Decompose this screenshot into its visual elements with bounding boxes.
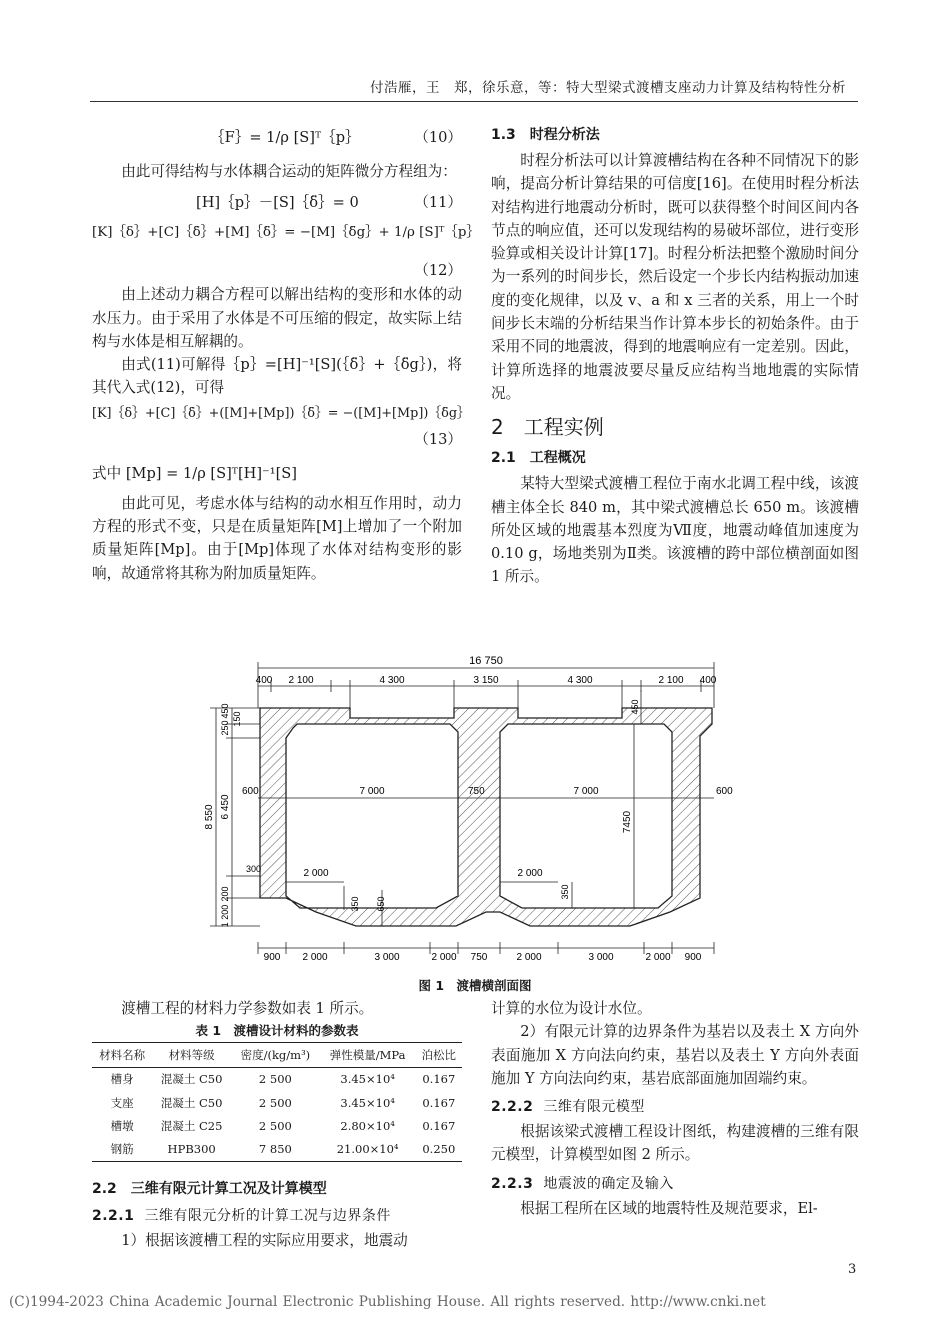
dim-left-3: 6 450 — [220, 794, 231, 820]
dim-bottom-1: 900 — [263, 952, 281, 963]
page-number: 3 — [848, 1262, 857, 1277]
table-cell: 0.167 — [422, 1095, 456, 1110]
equation-10-number: （10） — [414, 129, 462, 146]
copyright-footer: (C)1994-2023 China Academic Journal Electronic Publishing House. All rights reserved. http://www.cnki.net — [9, 1294, 766, 1310]
equation-13-body: [K]｛δ｝+[C]｛δ̇｝+([M]+[Mp])｛δ̈｝= −([M]+[Mp])｛δ̈g｝ — [92, 405, 470, 421]
left-column — [92, 126, 480, 585]
dim-650: 650 — [376, 896, 386, 912]
paragraph: 根据该梁式渡槽工程设计图纸，构建渡槽的三维有限元模型，计算模型如图 2 所示。 — [491, 1123, 859, 1164]
equation-12 — [92, 221, 480, 249]
dim-inner-left: 7 000 — [359, 786, 385, 797]
section-2-heading: 2 工程实例 — [491, 415, 604, 440]
section-number: 2.2.1 — [92, 1208, 135, 1225]
paragraph: 2）有限元计算的边界条件为基岩以及表土 X 方向外表面施加 X 方向法向约束，基岩以及表土 Y 方向外表面施加 Y 方向法向约束，基岩底部面施加固端约束。 — [491, 1023, 859, 1087]
table-cell: 0.167 — [422, 1072, 456, 1087]
dim-fillet-left: 2 000 — [303, 868, 329, 879]
equation-13-number: （13） — [414, 430, 462, 448]
table-cell: 混凝土 C50 — [160, 1095, 223, 1110]
dim-bottom-4: 2 000 — [431, 952, 457, 963]
table-cell: 钢筋 — [92, 1138, 152, 1162]
cross-section-figure — [200, 650, 760, 970]
dim-350-right: 350 — [560, 884, 570, 900]
running-header: 付浩雁，王 郑，徐乐意，等：特大型梁式渡槽支座动力计算及结构特性分析 — [370, 80, 846, 96]
dim-bottom-3: 3 000 — [374, 952, 400, 963]
dim-top-7: 400 — [699, 675, 717, 686]
paragraph: 由式(11)可解得｛p｝=[H]⁻¹[S](｛δ̈｝+｛δ̈g｝)，将其代入式(12)，可得 — [92, 356, 462, 397]
equation-11-body: [H]｛p｝－[S]｛δ̈｝= 0 — [196, 194, 359, 212]
table-row — [92, 1092, 462, 1115]
table-cell: 0.250 — [416, 1138, 462, 1162]
section-title: 三维有限元分析的计算工况与边界条件 — [144, 1208, 391, 1225]
dim-left-4: 300 — [246, 864, 262, 874]
table-row — [92, 1068, 462, 1092]
equation-11 — [92, 191, 462, 217]
dim-left-5: 200 — [220, 886, 230, 902]
equation-11-number: （11） — [414, 194, 462, 212]
equation-mp-body: 式中 [Mp] = 1/ρ [S]ᵀ[H]⁻¹[S] — [92, 464, 297, 482]
table-header-cell: 泊松比 — [416, 1043, 462, 1068]
table-cell: 支座 — [110, 1095, 134, 1110]
dim-bottom-6: 2 000 — [516, 952, 542, 963]
equation-12-number: （12） — [414, 262, 462, 280]
table-cell: 0.167 — [422, 1118, 456, 1133]
dim-bottom-5: 750 — [470, 952, 488, 963]
equation-mp — [92, 462, 462, 492]
paragraph: 1）根据该渡槽工程的实际应用要求，地震动 — [121, 1232, 408, 1250]
paragraph: 由此可得结构与水体耦合运动的矩阵微分方程组为： — [121, 163, 457, 180]
dim-left-6: 1 200 — [220, 904, 230, 928]
material-table — [92, 1042, 462, 1162]
table-cell: 7 850 — [231, 1138, 320, 1162]
dim-bottom-9: 900 — [684, 952, 702, 963]
table-row — [92, 1115, 462, 1138]
equation-13 — [92, 402, 470, 428]
paragraph: 时程分析法可以计算渡槽结构在各种不同情况下的影响，提高分析计算结果的可信度[16]。在使用时程分析法对结构进行地震动分析时，既可以获得整个时间区间内各节点的响应值，还可以发现结构的易破坏部位，进行变形验算或相关设计计算[17]。时程分析法把整个激励时间分为一系列的时间步长，然后设定一个步长内结构振动加速度的变化规律，以及 v、a 和 x 三者的关系，用上一个时间步长末端的分析结果当作计算本步长的初始条件。由于采用不同的地震波，得到的地震响应有一定差别。因此，计算所选择的地震波要尽量反应结构当地地震的实际情况。 — [491, 152, 859, 402]
dim-top-1: 400 — [255, 675, 273, 686]
dim-height-right: 7450 — [622, 810, 633, 834]
dim-top-slab: 450 — [630, 699, 640, 715]
table-cell: 3.45×10⁴ — [340, 1072, 395, 1087]
equation-10 — [92, 126, 462, 152]
header-rule — [90, 101, 858, 102]
table-header-cell: 密度/(kg/m³) — [231, 1043, 320, 1068]
table-cell: 2 500 — [258, 1118, 292, 1133]
dim-top-4: 3 150 — [473, 675, 499, 686]
section-2-2-1-heading — [92, 1203, 462, 1229]
dim-top-6: 2 100 — [658, 675, 684, 686]
table-intro: 渡槽工程的材料力学参数如表 1 所示。 — [121, 1000, 374, 1017]
table-cell: 槽墩 — [110, 1118, 134, 1133]
dim-bottom-8: 2 000 — [645, 952, 671, 963]
equation-12-body: [K]｛δ｝+[C]｛δ̇｝+[M]｛δ̈｝= −[M]｛δ̈g｝+ 1/ρ [S]ᵀ｛p｝ — [92, 225, 480, 241]
table-header-row — [92, 1043, 462, 1068]
section-title: 地震波的确定及输入 — [543, 1175, 674, 1192]
dim-inner-right: 7 000 — [573, 786, 599, 797]
lower-left-column — [92, 997, 462, 1253]
section-1-3-heading: 1.3 时程分析法 — [491, 127, 600, 143]
section-2-2-heading: 2.2 三维有限元计算工况及计算模型 — [92, 1181, 327, 1198]
dim-top-2: 2 100 — [288, 675, 314, 686]
concrete-section — [260, 708, 712, 926]
dim-mid-wall: 750 — [468, 786, 485, 797]
paragraph: 计算的水位为设计水位。 — [491, 1000, 652, 1017]
table-cell: 2 500 — [258, 1072, 292, 1087]
paragraph: 某特大型梁式渡槽工程位于南水北调工程中线，该渡槽主体全长 840 m，其中梁式渡槽总长 650 m。该渡槽所处区域的地震基本烈度为Ⅶ度，地震动峰值加速度为 0.10 g，场地类别为Ⅱ类。该渡槽的跨中部位横剖面如图 1 所示。 — [491, 475, 859, 586]
dim-bottom-7: 3 000 — [588, 952, 614, 963]
section-2-1-heading: 2.1 工程概况 — [491, 450, 586, 467]
dim-top-5: 4 300 — [567, 675, 593, 686]
figure-1-caption: 图 1 渡槽横剖面图 — [418, 978, 532, 993]
lower-right-column — [491, 997, 859, 1220]
dim-left-extra: 150 — [232, 711, 242, 727]
paragraph: 由上述动力耦合方程可以解出结构的变形和水体的动水压力。由于采用了水体是不可压缩的假定，故实际上结构与水体是相互解耦的。 — [92, 286, 462, 350]
table-header-cell: 弹性模量/MPa — [320, 1043, 416, 1068]
section-2-2-3-heading — [491, 1171, 859, 1197]
dim-bottom-2: 2 000 — [302, 952, 328, 963]
paragraph: 根据工程所在区域的地震特性及规范要求，El- — [520, 1199, 818, 1217]
table-cell: 3.45×10⁴ — [340, 1095, 395, 1110]
table-cell: HPB300 — [152, 1138, 231, 1162]
section-number: 2.2.3 — [491, 1175, 534, 1192]
table-1-title: 表 1 渡槽设计材料的参数表 — [195, 1023, 359, 1039]
dim-fillet-right: 2 000 — [517, 868, 543, 879]
dim-wall-right: 600 — [716, 786, 733, 797]
dim-top-3: 4 300 — [379, 675, 405, 686]
dim-350-left: 350 — [350, 896, 360, 912]
equation-10-body: ｛F｝= 1/ρ [S]ᵀ｛p｝ — [210, 129, 360, 146]
table-cell: 2 500 — [258, 1095, 292, 1110]
dim-left-1: 250 — [220, 720, 230, 736]
section-number: 2.2.2 — [491, 1099, 534, 1116]
dim-total-width: 16 750 — [469, 655, 503, 667]
dim-wall-left: 600 — [242, 786, 259, 797]
table-row — [92, 1138, 462, 1162]
table-cell: 槽身 — [110, 1072, 134, 1087]
section-2-2-2-heading — [491, 1094, 859, 1120]
table-cell: 混凝土 C50 — [160, 1072, 223, 1087]
right-column — [491, 122, 859, 589]
table-header-cell: 材料名称 — [92, 1043, 152, 1068]
table-cell: 2.80×10⁴ — [340, 1118, 395, 1133]
table-cell: 21.00×10⁴ — [320, 1138, 416, 1162]
table-cell: 混凝土 C25 — [160, 1118, 223, 1133]
paragraph: 由此可见，考虑水体与结构的动水相互作用时，动力方程的形式不变，只是在质量矩阵[M]上增加了一个附加质量矩阵[Mp]。由于[Mp]体现了水体对结构变形的影响，故通常将其称为附加质量矩阵。 — [92, 494, 462, 582]
section-title: 三维有限元模型 — [543, 1099, 645, 1116]
dim-left-2: 450 — [220, 703, 230, 719]
dim-left-total: 8 550 — [204, 804, 215, 830]
table-header-cell: 材料等级 — [152, 1043, 231, 1068]
